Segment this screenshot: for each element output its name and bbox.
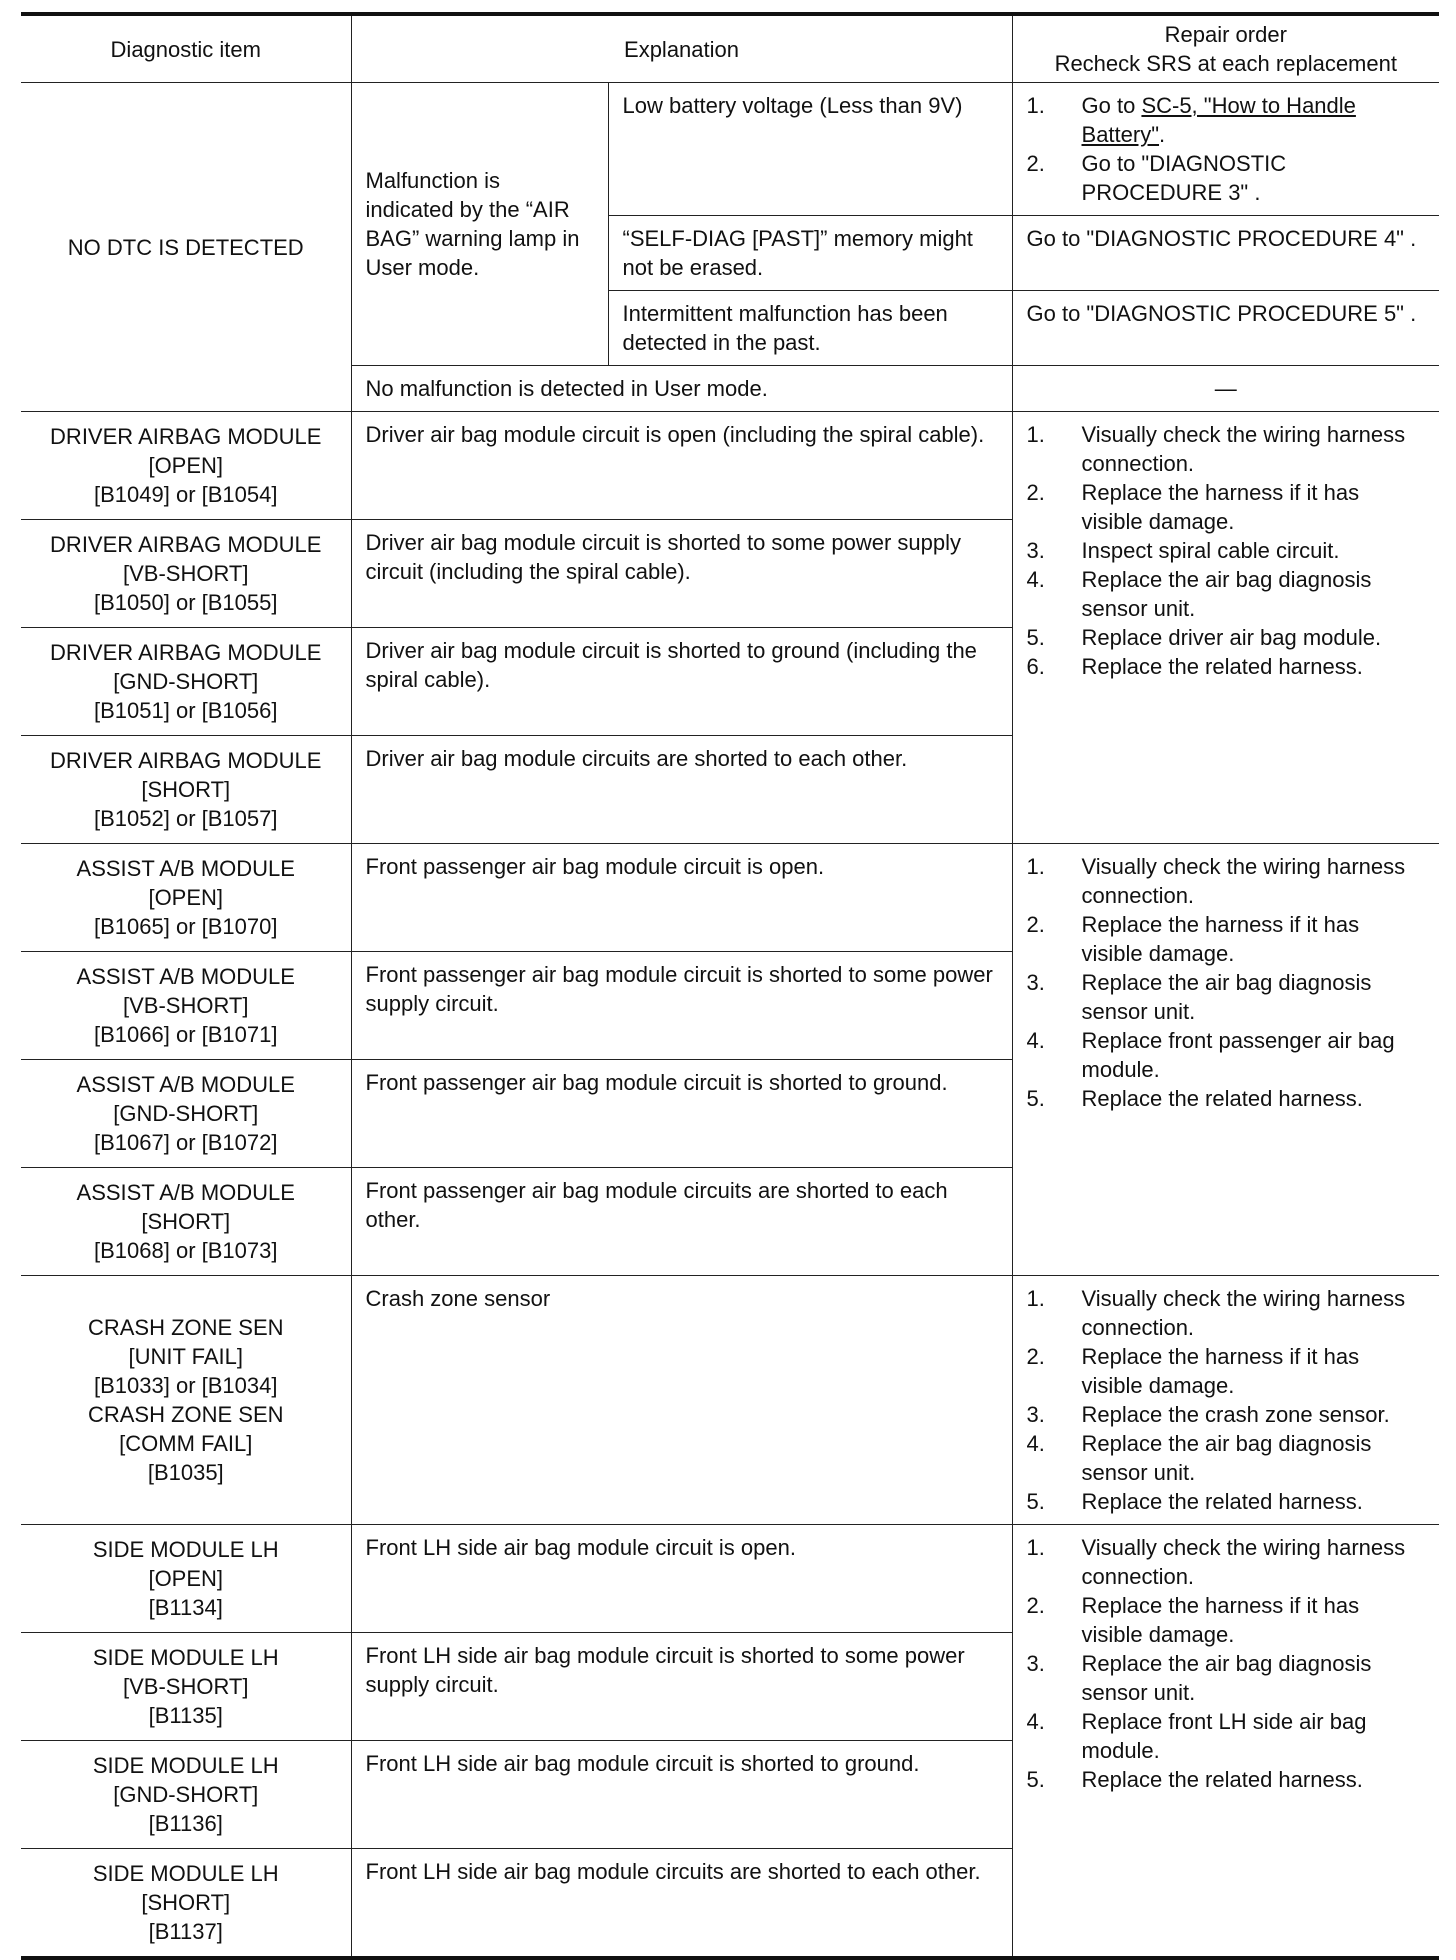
step-text: Replace the harness if it has visible damage. bbox=[1081, 1593, 1360, 1647]
item-line: CRASH ZONE SEN bbox=[87, 1402, 284, 1427]
step-number: 1. bbox=[1026, 1286, 1045, 1311]
diagnostic-item-assist-short bbox=[21, 1168, 351, 1276]
item-line: [B1033] or [B1034] bbox=[94, 1373, 278, 1398]
repair-order-crash-zone bbox=[1012, 1276, 1439, 1525]
explanation-side-gnd-short: Front LH side air bag module circuit is shorted to ground. bbox=[351, 1741, 1012, 1849]
explanation-driver-vb-short: Driver air bag module circuit is shorted to some power supply circuit (including the spiral cable). bbox=[351, 520, 1012, 628]
step-number: 2. bbox=[1026, 151, 1045, 176]
item-line: [GND-SHORT] bbox=[113, 1782, 259, 1807]
item-line: [OPEN] bbox=[148, 453, 224, 478]
step-text-prefix: Go to bbox=[1081, 93, 1142, 118]
step-text: Visually check the wiring harness connection. bbox=[1081, 422, 1406, 476]
item-line: [GND-SHORT] bbox=[113, 669, 259, 694]
diagnostic-item-assist-vb-short bbox=[21, 952, 351, 1060]
item-line: DRIVER AIRBAG MODULE bbox=[50, 532, 322, 557]
repair-order-none: — bbox=[1012, 366, 1439, 412]
repair-step bbox=[1027, 1284, 1426, 1342]
explanation-driver-short: Driver air bag module circuits are shorted to each other. bbox=[351, 736, 1012, 844]
repair-step bbox=[1027, 652, 1426, 681]
item-line: [B1135] bbox=[148, 1703, 223, 1728]
repair-step bbox=[1027, 1487, 1426, 1516]
step-number: 4. bbox=[1026, 567, 1045, 592]
step-text: Visually check the wiring harness connection. bbox=[1081, 854, 1406, 908]
repair-steps-list bbox=[1027, 1533, 1426, 1794]
repair-step bbox=[1027, 1084, 1426, 1113]
repair-step bbox=[1027, 1400, 1426, 1429]
diagnostic-item-side-vb-short bbox=[21, 1633, 351, 1741]
step-number: 1. bbox=[1026, 422, 1045, 447]
explanation-assist-gnd-short: Front passenger air bag module circuit is shorted to ground. bbox=[351, 1060, 1012, 1168]
step-number: 3. bbox=[1026, 1651, 1045, 1676]
item-line: CRASH ZONE SEN bbox=[87, 1315, 284, 1340]
step-text: Replace the harness if it has visible damage. bbox=[1081, 480, 1360, 534]
repair-step bbox=[1027, 1591, 1426, 1649]
step-number: 1. bbox=[1026, 854, 1045, 879]
repair-steps-list bbox=[1027, 852, 1426, 1113]
repair-step bbox=[1027, 1342, 1426, 1400]
step-text: Inspect spiral cable circuit. bbox=[1081, 538, 1340, 563]
diagnostic-item-side-gnd-short bbox=[21, 1741, 351, 1849]
item-line: SIDE MODULE LH bbox=[92, 1537, 279, 1562]
table-row bbox=[21, 844, 1439, 952]
repair-step bbox=[1027, 1026, 1426, 1084]
repair-step bbox=[1027, 1649, 1426, 1707]
step-text: Replace the related harness. bbox=[1081, 654, 1363, 679]
repair-order-side-group bbox=[1012, 1525, 1439, 1959]
item-line: [UNIT FAIL] bbox=[128, 1344, 243, 1369]
diagnostic-item-assist-gnd-short bbox=[21, 1060, 351, 1168]
item-line: SIDE MODULE LH bbox=[92, 1861, 279, 1886]
diagnostic-item-side-short bbox=[21, 1849, 351, 1959]
item-line: [OPEN] bbox=[148, 885, 224, 910]
step-number: 2. bbox=[1026, 480, 1045, 505]
step-number: 3. bbox=[1026, 1402, 1045, 1427]
explanation-assist-open: Front passenger air bag module circuit is open. bbox=[351, 844, 1012, 952]
diagnostic-item-no-dtc: NO DTC IS DETECTED bbox=[21, 83, 351, 412]
explanation-no-malfunction-user-mode: No malfunction is detected in User mode. bbox=[351, 366, 1012, 412]
header-repair-order bbox=[1012, 14, 1439, 83]
step-text: Go to "DIAGNOSTIC PROCEDURE 3" . bbox=[1081, 151, 1287, 205]
item-line: DRIVER AIRBAG MODULE bbox=[50, 424, 322, 449]
repair-step bbox=[1027, 478, 1426, 536]
item-line: [B1050] or [B1055] bbox=[94, 590, 278, 615]
table-row bbox=[21, 83, 1439, 216]
step-number: 5. bbox=[1026, 625, 1045, 650]
explanation-intermittent: Intermittent malfunction has been detected in the past. bbox=[608, 291, 1012, 366]
repair-step bbox=[1027, 852, 1426, 910]
item-line: ASSIST A/B MODULE bbox=[76, 1072, 295, 1097]
repair-step bbox=[1027, 420, 1426, 478]
diagnostic-item-side-open bbox=[21, 1525, 351, 1633]
table-row bbox=[21, 1276, 1439, 1525]
step-number: 3. bbox=[1026, 538, 1045, 563]
item-line: [B1134] bbox=[148, 1595, 223, 1620]
item-line: DRIVER AIRBAG MODULE bbox=[50, 640, 322, 665]
item-line: [B1068] or [B1073] bbox=[94, 1238, 278, 1263]
step-text: Replace the air bag diagnosis sensor unit. bbox=[1081, 1431, 1372, 1485]
explanation-driver-open: Driver air bag module circuit is open (including the spiral cable). bbox=[351, 412, 1012, 520]
header-explanation: Explanation bbox=[351, 14, 1012, 83]
repair-step bbox=[1027, 968, 1426, 1026]
repair-steps-list bbox=[1027, 91, 1426, 207]
step-number: 5. bbox=[1026, 1767, 1045, 1792]
step-number: 1. bbox=[1026, 1535, 1045, 1560]
step-text-suffix: . bbox=[1159, 122, 1166, 147]
item-line: [SHORT] bbox=[141, 1209, 231, 1234]
item-line: [B1035] bbox=[147, 1460, 224, 1485]
item-line: [COMM FAIL] bbox=[119, 1431, 253, 1456]
step-number: 4. bbox=[1026, 1709, 1045, 1734]
item-line: [B1137] bbox=[148, 1919, 223, 1944]
diagnostic-item-crash-zone bbox=[21, 1276, 351, 1525]
item-line: SIDE MODULE LH bbox=[92, 1753, 279, 1778]
item-line: [VB-SHORT] bbox=[122, 561, 249, 586]
step-text: Replace the related harness. bbox=[1081, 1767, 1363, 1792]
link-how-to-handle-battery[interactable]: SC-5, "How to Handle Battery" bbox=[1081, 93, 1356, 147]
repair-step bbox=[1027, 910, 1426, 968]
table-header-row bbox=[21, 14, 1439, 83]
item-line: [GND-SHORT] bbox=[113, 1101, 259, 1126]
diagnostic-item-driver-vb-short bbox=[21, 520, 351, 628]
item-line: DRIVER AIRBAG MODULE bbox=[50, 748, 322, 773]
header-diagnostic-item: Diagnostic item bbox=[21, 14, 351, 83]
item-line: [B1052] or [B1057] bbox=[94, 806, 278, 831]
item-line: [VB-SHORT] bbox=[122, 993, 249, 1018]
diagnostic-item-driver-open bbox=[21, 412, 351, 520]
step-number: 4. bbox=[1026, 1028, 1045, 1053]
repair-step bbox=[1027, 1765, 1426, 1794]
step-number: 4. bbox=[1026, 1431, 1045, 1456]
table-row bbox=[21, 1525, 1439, 1633]
repair-order-driver-group bbox=[1012, 412, 1439, 844]
table-row bbox=[21, 412, 1439, 520]
explanation-crash-zone: Crash zone sensor bbox=[351, 1276, 1012, 1525]
step-text: Replace front passenger air bag module. bbox=[1081, 1028, 1395, 1082]
item-line: [SHORT] bbox=[141, 777, 231, 802]
item-line: [VB-SHORT] bbox=[122, 1674, 249, 1699]
repair-step bbox=[1027, 536, 1426, 565]
step-text: Replace the related harness. bbox=[1081, 1489, 1363, 1514]
diagnostic-item-driver-gnd-short bbox=[21, 628, 351, 736]
explanation-side-short: Front LH side air bag module circuits are shorted to each other. bbox=[351, 1849, 1012, 1959]
step-text: Replace front LH side air bag module. bbox=[1081, 1709, 1367, 1763]
step-number: 3. bbox=[1026, 970, 1045, 995]
repair-order-self-diag-past: Go to "DIAGNOSTIC PROCEDURE 4" . bbox=[1012, 216, 1439, 291]
item-line: [SHORT] bbox=[141, 1890, 231, 1915]
item-line: [B1065] or [B1070] bbox=[94, 914, 278, 939]
step-number: 2. bbox=[1026, 912, 1045, 937]
diagnostic-item-driver-short bbox=[21, 736, 351, 844]
item-line: ASSIST A/B MODULE bbox=[76, 856, 295, 881]
explanation-assist-short: Front passenger air bag module circuits are shorted to each other. bbox=[351, 1168, 1012, 1276]
explanation-self-diag-past: “SELF-DIAG [PAST]” memory might not be erased. bbox=[608, 216, 1012, 291]
item-line: [OPEN] bbox=[148, 1566, 224, 1591]
item-line: ASSIST A/B MODULE bbox=[76, 1180, 295, 1205]
explanation-side-vb-short: Front LH side air bag module circuit is shorted to some power supply circuit. bbox=[351, 1633, 1012, 1741]
step-text: Replace the air bag diagnosis sensor unit. bbox=[1081, 970, 1372, 1024]
item-line: [B1066] or [B1071] bbox=[94, 1022, 278, 1047]
step-text: Visually check the wiring harness connection. bbox=[1081, 1535, 1406, 1589]
srs-diagnostic-table bbox=[21, 12, 1439, 1960]
repair-order-assist-group bbox=[1012, 844, 1439, 1276]
step-text: Replace driver air bag module. bbox=[1081, 625, 1382, 650]
repair-step bbox=[1027, 623, 1426, 652]
step-text: Replace the air bag diagnosis sensor unit. bbox=[1081, 1651, 1372, 1705]
item-line: [B1067] or [B1072] bbox=[94, 1130, 278, 1155]
step-text: Replace the air bag diagnosis sensor unit. bbox=[1081, 567, 1372, 621]
step-number: 2. bbox=[1026, 1344, 1045, 1369]
header-repair-order-line2: Recheck SRS at each replacement bbox=[1054, 51, 1397, 76]
step-number: 5. bbox=[1026, 1489, 1045, 1514]
explanation-side-open: Front LH side air bag module circuit is open. bbox=[351, 1525, 1012, 1633]
explanation-malfunction-lamp: Malfunction is indicated by the “AIR BAG” warning lamp in User mode. bbox=[351, 83, 608, 366]
step-number: 2. bbox=[1026, 1593, 1045, 1618]
repair-step bbox=[1027, 1707, 1426, 1765]
item-line: SIDE MODULE LH bbox=[92, 1645, 279, 1670]
repair-step bbox=[1027, 91, 1426, 149]
repair-step bbox=[1027, 1429, 1426, 1487]
step-text: Replace the related harness. bbox=[1081, 1086, 1363, 1111]
explanation-assist-vb-short: Front passenger air bag module circuit is shorted to some power supply circuit. bbox=[351, 952, 1012, 1060]
explanation-low-battery: Low battery voltage (Less than 9V) bbox=[608, 83, 1012, 216]
header-repair-order-line1: Repair order bbox=[1164, 22, 1287, 47]
step-text: Replace the crash zone sensor. bbox=[1081, 1402, 1390, 1427]
step-number: 5. bbox=[1026, 1086, 1045, 1111]
step-text: Replace the harness if it has visible damage. bbox=[1081, 1344, 1360, 1398]
repair-steps-list bbox=[1027, 420, 1426, 681]
item-line: [B1136] bbox=[148, 1811, 223, 1836]
step-number: 1. bbox=[1026, 93, 1045, 118]
item-line: [B1051] or [B1056] bbox=[94, 698, 278, 723]
item-line: [B1049] or [B1054] bbox=[94, 482, 278, 507]
step-text: Replace the harness if it has visible damage. bbox=[1081, 912, 1360, 966]
step-number: 6. bbox=[1026, 654, 1045, 679]
repair-step bbox=[1027, 1533, 1426, 1591]
item-line: ASSIST A/B MODULE bbox=[76, 964, 295, 989]
step-text: Visually check the wiring harness connection. bbox=[1081, 1286, 1406, 1340]
explanation-driver-gnd-short: Driver air bag module circuit is shorted to ground (including the spiral cable). bbox=[351, 628, 1012, 736]
repair-step bbox=[1027, 565, 1426, 623]
repair-order-low-battery bbox=[1012, 83, 1439, 216]
repair-order-intermittent: Go to "DIAGNOSTIC PROCEDURE 5" . bbox=[1012, 291, 1439, 366]
repair-step bbox=[1027, 149, 1426, 207]
repair-steps-list bbox=[1027, 1284, 1426, 1516]
diagnostic-item-assist-open bbox=[21, 844, 351, 952]
